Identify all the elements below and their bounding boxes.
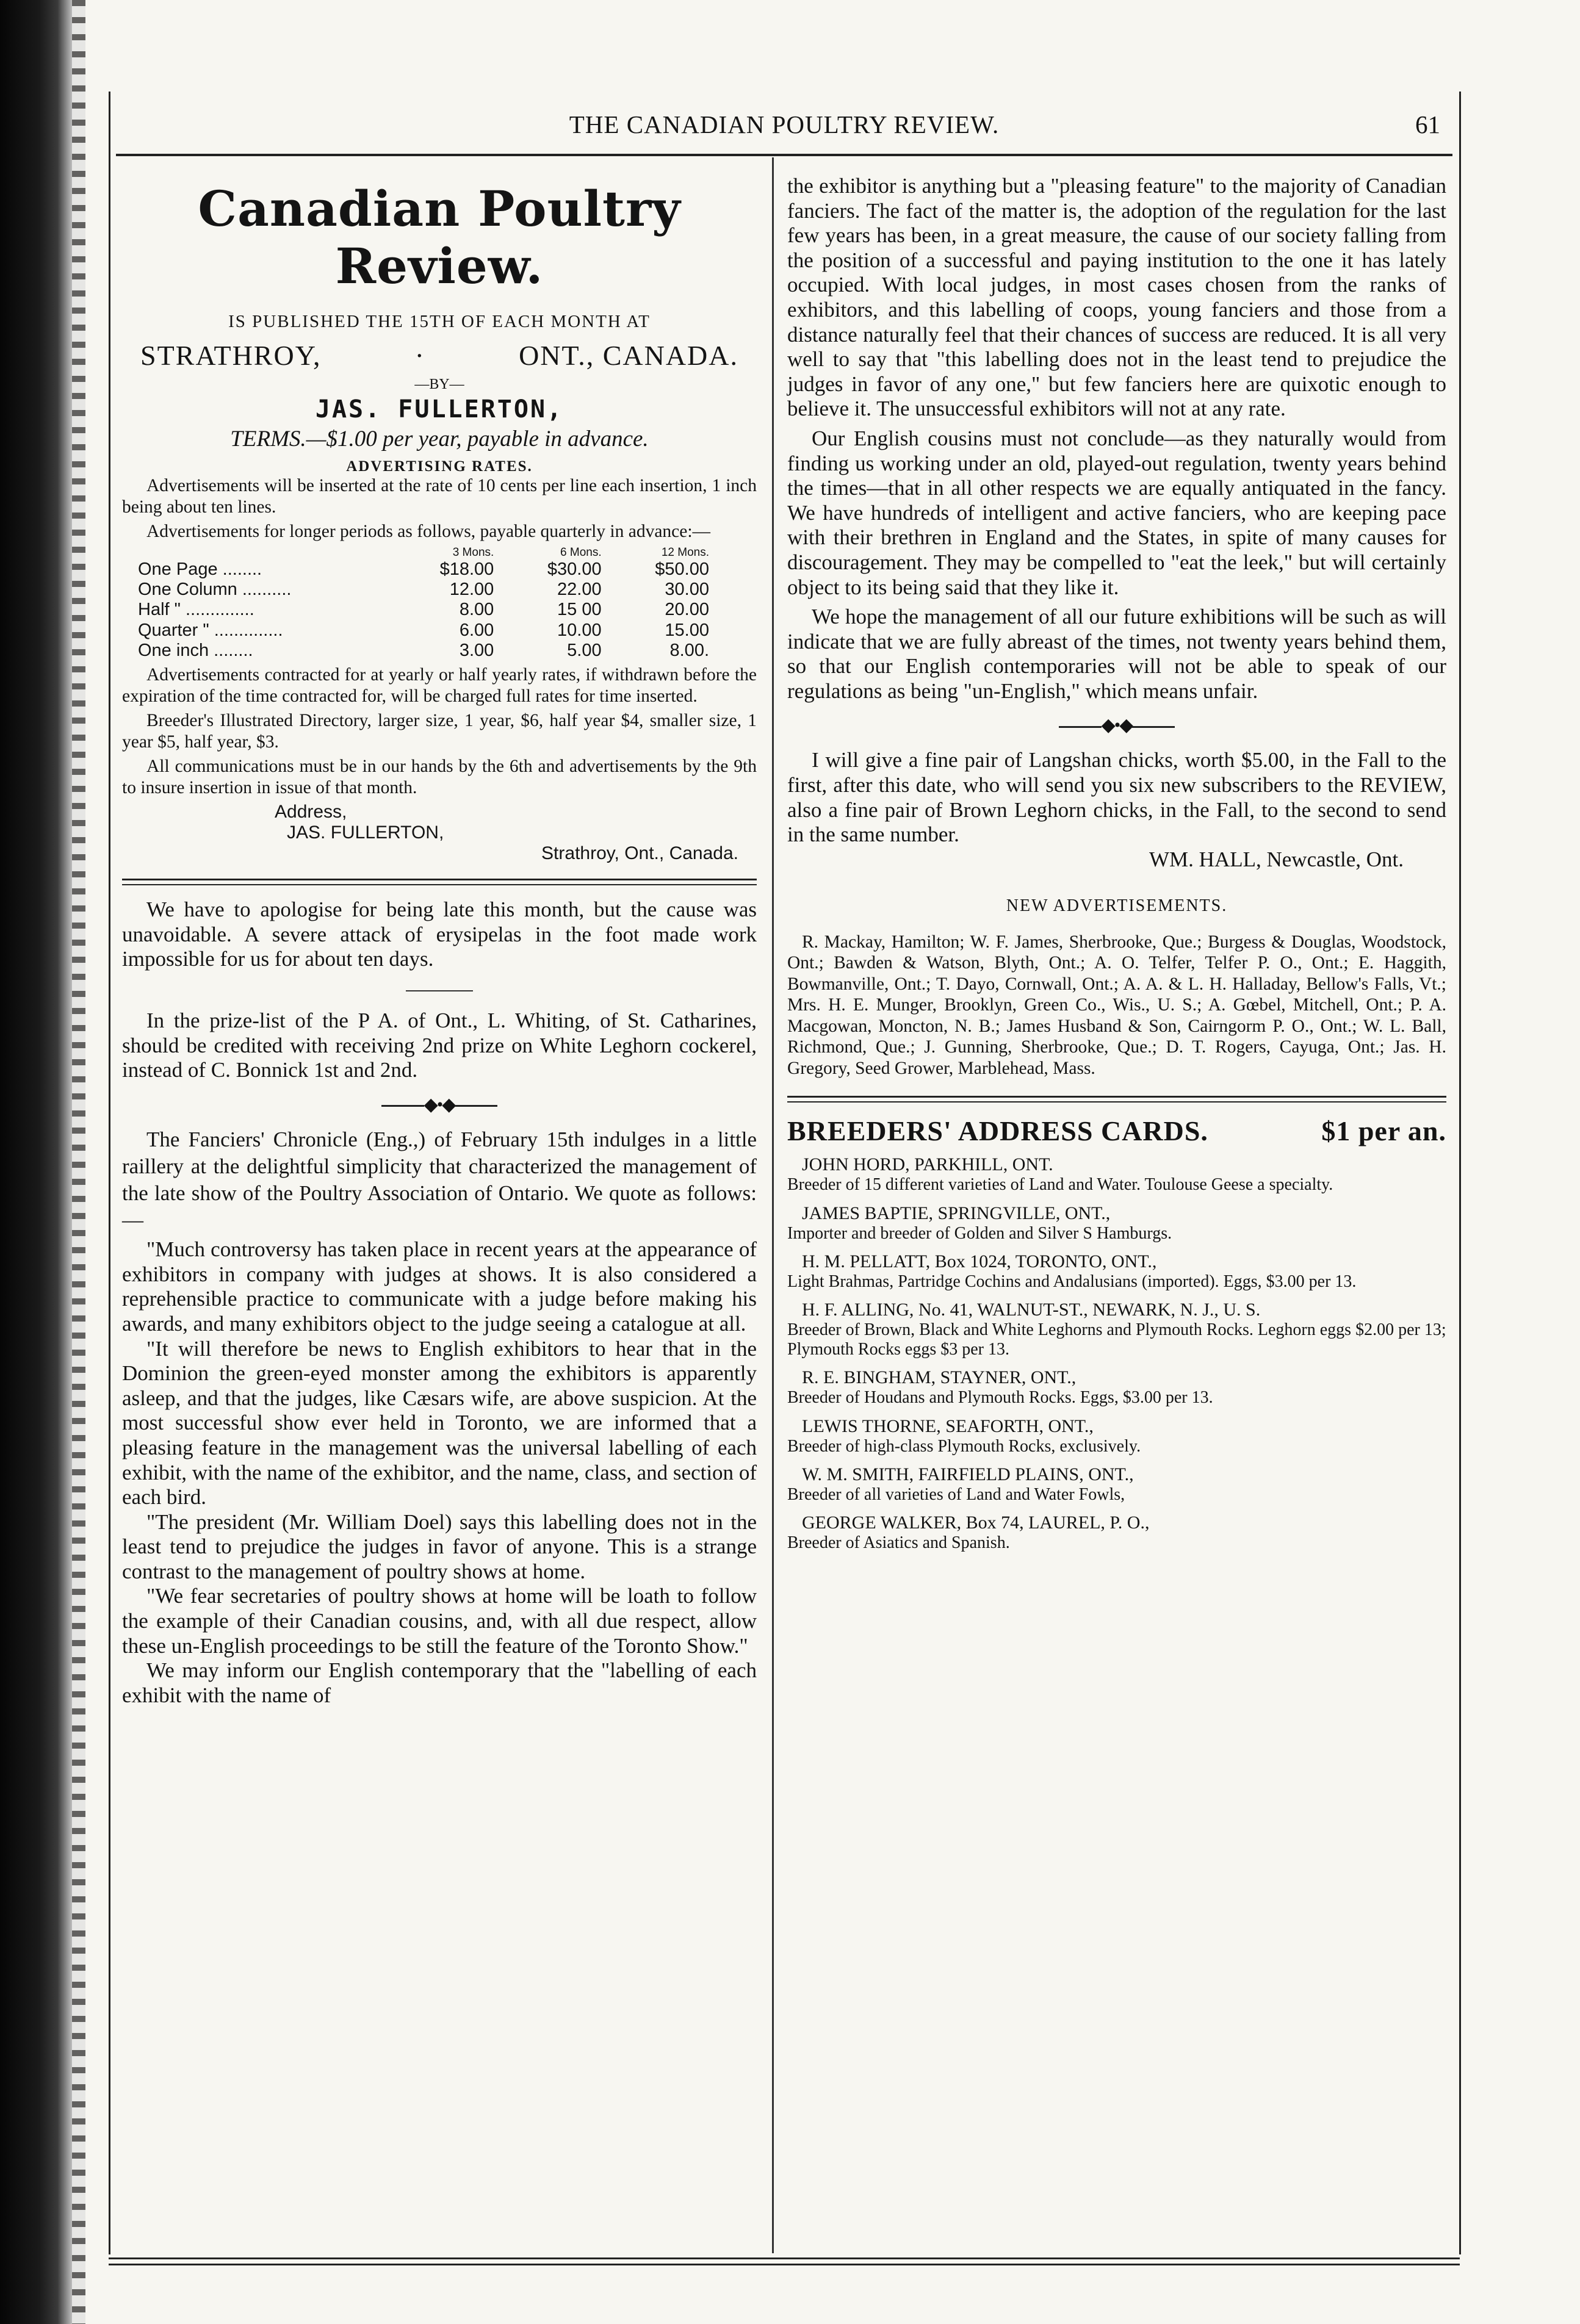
rates-cell: $50.00: [655, 559, 709, 579]
breeder-description: Breeder of high-class Plymouth Rocks, exclusively.: [787, 1436, 1141, 1456]
periods-text: Advertisements for longer periods as follows, payable quarterly in advance:—: [146, 522, 711, 541]
rates-row: [138, 580, 724, 600]
breeder-description: Breeder of Houdans and Plymouth Rocks. Eggs, $3.00 per 13.: [787, 1388, 1213, 1408]
place-town: STRATHROY,: [140, 340, 322, 371]
ornament-divider: ◆•◆: [787, 714, 1446, 736]
breeder-card: [787, 1300, 1446, 1359]
section-divider: [122, 879, 757, 885]
new-advertisements-heading: NEW ADVERTISEMENTS.: [1006, 896, 1228, 915]
short-divider: [406, 990, 473, 991]
quote-paragraph: "Much controversy has taken place in recent years at the appearance of exhibitors in company with judges at shows. It is also considered a reprehensible practice to communicate with a judge before making his awards, and many exhibitors object to the judge seeing a catalogue at all.: [122, 1237, 757, 1336]
breeder-name: H. M. PELLATT, Box 1024, TORONTO, ONT.,: [802, 1251, 1157, 1272]
breeder-card: [787, 1154, 1446, 1194]
rates-cell: 5.00: [567, 640, 602, 660]
ornament-divider: ◆•◆: [122, 1094, 757, 1115]
rates-header-cell: 6 Mons.: [560, 545, 602, 559]
rates-cell: 22.00: [557, 579, 602, 599]
column-rule: [772, 157, 774, 2253]
breeders-cards-heading: [787, 1115, 1446, 1147]
bottom-rule: [109, 2257, 1460, 2265]
breeder-name: JAMES BAPTIE, SPRINGVILLE, ONT.,: [802, 1203, 1111, 1223]
chronicle-intro-paragraph: The Fanciers' Chronicle (Eng.,) of February 15th indulges in a little raillery at the delightful simplicity that characterized the management of the late show of the Poultry Association of Ontario. We quote as follows:—: [122, 1127, 757, 1232]
english-cousins-paragraph: Our English cousins must not conclude—as they naturally would from finding us working under an old, played-out regulation, twenty years behind the times—that in all other respects we are equally antiquated in the fancy. We have hundreds of intelligent and active fanciers, who are keeping pace with their brethren in England and the States, in spite of many causes for discouragement. They may be compelled to "eat the leek," but will certainly object to its being said that they like it.: [787, 426, 1446, 599]
breeder-name: W. M. SMITH, FAIRFIELD PLAINS, ONT.,: [802, 1464, 1134, 1484]
left-column: [122, 174, 757, 1708]
subscription-terms: TERMS.—$1.00 per year, payable in advance.: [230, 426, 649, 451]
address-label: Address,: [275, 802, 347, 822]
rates-row: [138, 559, 724, 580]
breeder-description: Light Brahmas, Partridge Cochins and Andalusians (imported). Eggs, $3.00 per 13.: [787, 1272, 1357, 1292]
rates-cell: 20.00: [665, 600, 709, 620]
breeder-name: LEWIS THORNE, SEAFORTH, ONT.,: [802, 1416, 1094, 1436]
breeder-card: [787, 1251, 1446, 1291]
rates-cell: $18.00: [439, 559, 494, 579]
rates-cell: One Column ..........: [138, 579, 292, 599]
rates-header-cell: [138, 546, 401, 559]
publication-schedule: IS PUBLISHED THE 15TH OF EACH MONTH AT: [228, 312, 651, 331]
breeders-cards-title: BREEDERS' ADDRESS CARDS.: [787, 1115, 1208, 1147]
advertising-rates-heading: ADVERTISING RATES.: [346, 458, 533, 475]
publication-place: [122, 339, 757, 372]
continuation-paragraph: the exhibitor is anything but a "pleasing feature" to the majority of Canadian fanciers. The fact of the matter is, the adoption of the regulation for the last few years has been, in a great measure, the cause of our society falling from the position of a successful and paying institution to the one it has lately occupied. With local judges, in most cases chosen from the ranks of exhibitors, and this labelling of coops, young fanciers and those from a distance naturally feel that their chances of success are reduced. It is all very well to say that "this labelling does not in the least tend to prejudice the judges in favor of any one," but few fanciers here are quixotic enough to believe it. The unsuccessful exhibitors will not at any rate.: [787, 174, 1446, 421]
rates-cell: 15.00: [665, 620, 709, 640]
running-head: THE CANADIAN POULTRY REVIEW.: [569, 110, 1000, 139]
rate-text: Advertisements will be inserted at the rate of 10 cents per line each insertion, 1 inch being about ten lines.: [122, 476, 757, 517]
directory-text: Breeder's Illustrated Directory, larger size, 1 year, $6, half year $4, smaller size, 1 year $5, half year, $3.: [122, 711, 757, 752]
rates-cell: Half " ..............: [138, 600, 254, 620]
new-advertisements-list: R. Mackay, Hamilton; W. F. James, Sherbrooke, Que.; Burgess & Douglas, Woodstock, Ont.; Bawden & Watson, Blyth, Ont.; A. O. Telfer, Telfer P. O., Ont.; E. Haggith, Bowmanville, Ont.; T. Dayo, Cornwall, Ont.; A. A. & L. H. Halladay, Bellow's Falls, Vt.; Mrs. H. E. Munger, Brooklyn, Green Co., Wis., U. S.; A. Gœbel, Mitchell, Ont.; P. A. Macgowan, Moncton, N. B.; James Husband & Son, Cairngorm P. O., Ont.; W. L. Ball, Richmond, Que.; J. Gunning, Sherbrooke, Que.; D. T. Rogers, Cayuga, Ont.; Jas. H. Gregory, Seed Grower, Marblehead, Mass.: [787, 932, 1446, 1078]
publisher-name: JAS. FULLERTON,: [315, 395, 564, 423]
rates-header-cell: 12 Mons.: [661, 545, 709, 559]
breeder-name: H. F. ALLING, No. 41, WALNUT-ST., NEWARK, N. J., U. S.: [802, 1300, 1261, 1320]
breeder-description: Breeder of all varieties of Land and Water Fowls,: [787, 1484, 1125, 1504]
apology-paragraph: We have to apologise for being late this month, but the cause was unavoidable. A severe attack of erysipelas in the foot made work impossible for us for about ten days.: [122, 898, 757, 971]
rates-table: [138, 546, 724, 661]
communications-text: All communications must be in our hands by the 6th and advertisements by the 9th to insure insertion in issue of that month.: [122, 757, 757, 797]
address-name: JAS. FULLERTON,: [287, 822, 444, 843]
hope-paragraph: We hope the management of all our future exhibitions will be such as will indicate that we are fully abreast of the times, not twenty years behind them, so that our English contemporaries will not be able to speak of our regulations as being "un-English," which means unfair.: [787, 605, 1446, 703]
breeder-card: [787, 1464, 1446, 1504]
address-place: Strathroy, Ont., Canada.: [541, 843, 738, 864]
breeder-name: GEORGE WALKER, Box 74, LAUREL, P. O.,: [802, 1513, 1150, 1533]
rates-row: [138, 641, 724, 661]
rates-cell: 3.00: [459, 640, 494, 660]
page-header: [116, 104, 1452, 153]
rates-header-cell: 3 Mons.: [452, 545, 494, 559]
rates-cell: 15 00: [557, 600, 602, 620]
breeder-description: Breeder of 15 different varieties of Land and Water. Toulouse Geese a specialty.: [787, 1175, 1333, 1195]
rates-cell: 12.00: [449, 579, 494, 599]
langshan-offer-paragraph: I will give a fine pair of Langshan chicks, worth $5.00, in the Fall to the first, after this date, who will send you six new subscribers to the REVIEW, also a fine pair of Brown Leghorn chicks, in the Fall, to the second to send in the same number.: [787, 748, 1446, 847]
inform-paragraph: We may inform our English contemporary that the "labelling of each exhibit with the name of: [122, 1658, 757, 1707]
offer-signature: WM. HALL, Newcastle, Ont.: [1149, 847, 1404, 871]
quote-paragraph: "It will therefore be news to English exhibitors to hear that in the Dominion the green-eyed monster among the exhibitors is apparently asleep, and that the judges, like Cæsars wife, are above suspicion. At the most successful show ever held in Toronto, we are informed that a pleasing feature in the management was the universal labelling of each exhibit, with the name of the exhibitor, and the name, class, and section of each bird.: [122, 1336, 757, 1509]
rates-cell: $30.00: [547, 559, 602, 579]
right-column: [787, 174, 1446, 1561]
binding-edge: [72, 0, 85, 2324]
address-block: [122, 802, 757, 864]
place-separator: ·: [414, 340, 425, 371]
breeder-description: Breeder of Brown, Black and White Leghorns and Plymouth Rocks. Leghorn eggs $2.00 per 13; Plymouth Rocks eggs $3 per 13.: [787, 1320, 1446, 1359]
masthead-title: Canadian Poultry Review.: [198, 180, 681, 295]
breeder-name: R. E. BINGHAM, STAYNER, ONT.,: [802, 1367, 1077, 1388]
section-divider: [787, 1096, 1446, 1103]
rates-row: [138, 600, 724, 620]
breeder-card: [787, 1367, 1446, 1407]
quote-paragraph: "We fear secretaries of poultry shows at home will be loath to follow the example of their Canadian cousins, and, with all due respect, allow these un-English proceedings to be still the feature of the Toronto Show.": [122, 1584, 757, 1658]
breeder-description: Breeder of Asiatics and Spanish.: [787, 1533, 1010, 1553]
prize-list-paragraph: In the prize-list of the P A. of Ont., L. Whiting, of St. Catharines, should be credited with receiving 2nd prize on White Leghorn cockerel, instead of C. Bonnick 1st and 2nd.: [122, 1009, 757, 1082]
place-province: ONT., CANADA.: [519, 340, 738, 371]
breeder-name: JOHN HORD, PARKHILL, ONT.: [802, 1154, 1053, 1175]
breeder-description: Importer and breeder of Golden and Silver S Hamburgs.: [787, 1223, 1172, 1243]
contract-text: Advertisements contracted for at yearly or half yearly rates, if withdrawn before the expiration of the time contracted for, will be charged full rates for time inserted.: [122, 665, 757, 706]
breeder-card: [787, 1513, 1446, 1552]
by-line: —BY—: [414, 376, 464, 392]
breeder-card: [787, 1416, 1446, 1456]
rates-cell: 10.00: [557, 620, 602, 640]
quote-paragraph: "The president (Mr. William Doel) says this labelling does not in the least tend to prejudice the judges in favor of anyone. This is a strange contrast to the management of poultry shows at home.: [122, 1509, 757, 1583]
rates-cell: 30.00: [665, 579, 709, 599]
rates-cell: 8.00: [459, 600, 494, 620]
rates-cell: One Page ........: [138, 559, 262, 579]
page-binding: [0, 0, 72, 2324]
breeder-card: [787, 1203, 1446, 1243]
page-number: 61: [1415, 110, 1440, 139]
rates-header-row: [138, 546, 724, 559]
breeders-cards-price: $1 per an.: [1321, 1115, 1446, 1147]
rates-cell: Quarter " ..............: [138, 620, 283, 640]
rates-cell: 6.00: [459, 620, 494, 640]
rates-row: [138, 621, 724, 641]
rates-cell: One inch ........: [138, 640, 253, 660]
header-rule: [116, 154, 1452, 156]
rates-cell: 8.00.: [669, 640, 709, 660]
